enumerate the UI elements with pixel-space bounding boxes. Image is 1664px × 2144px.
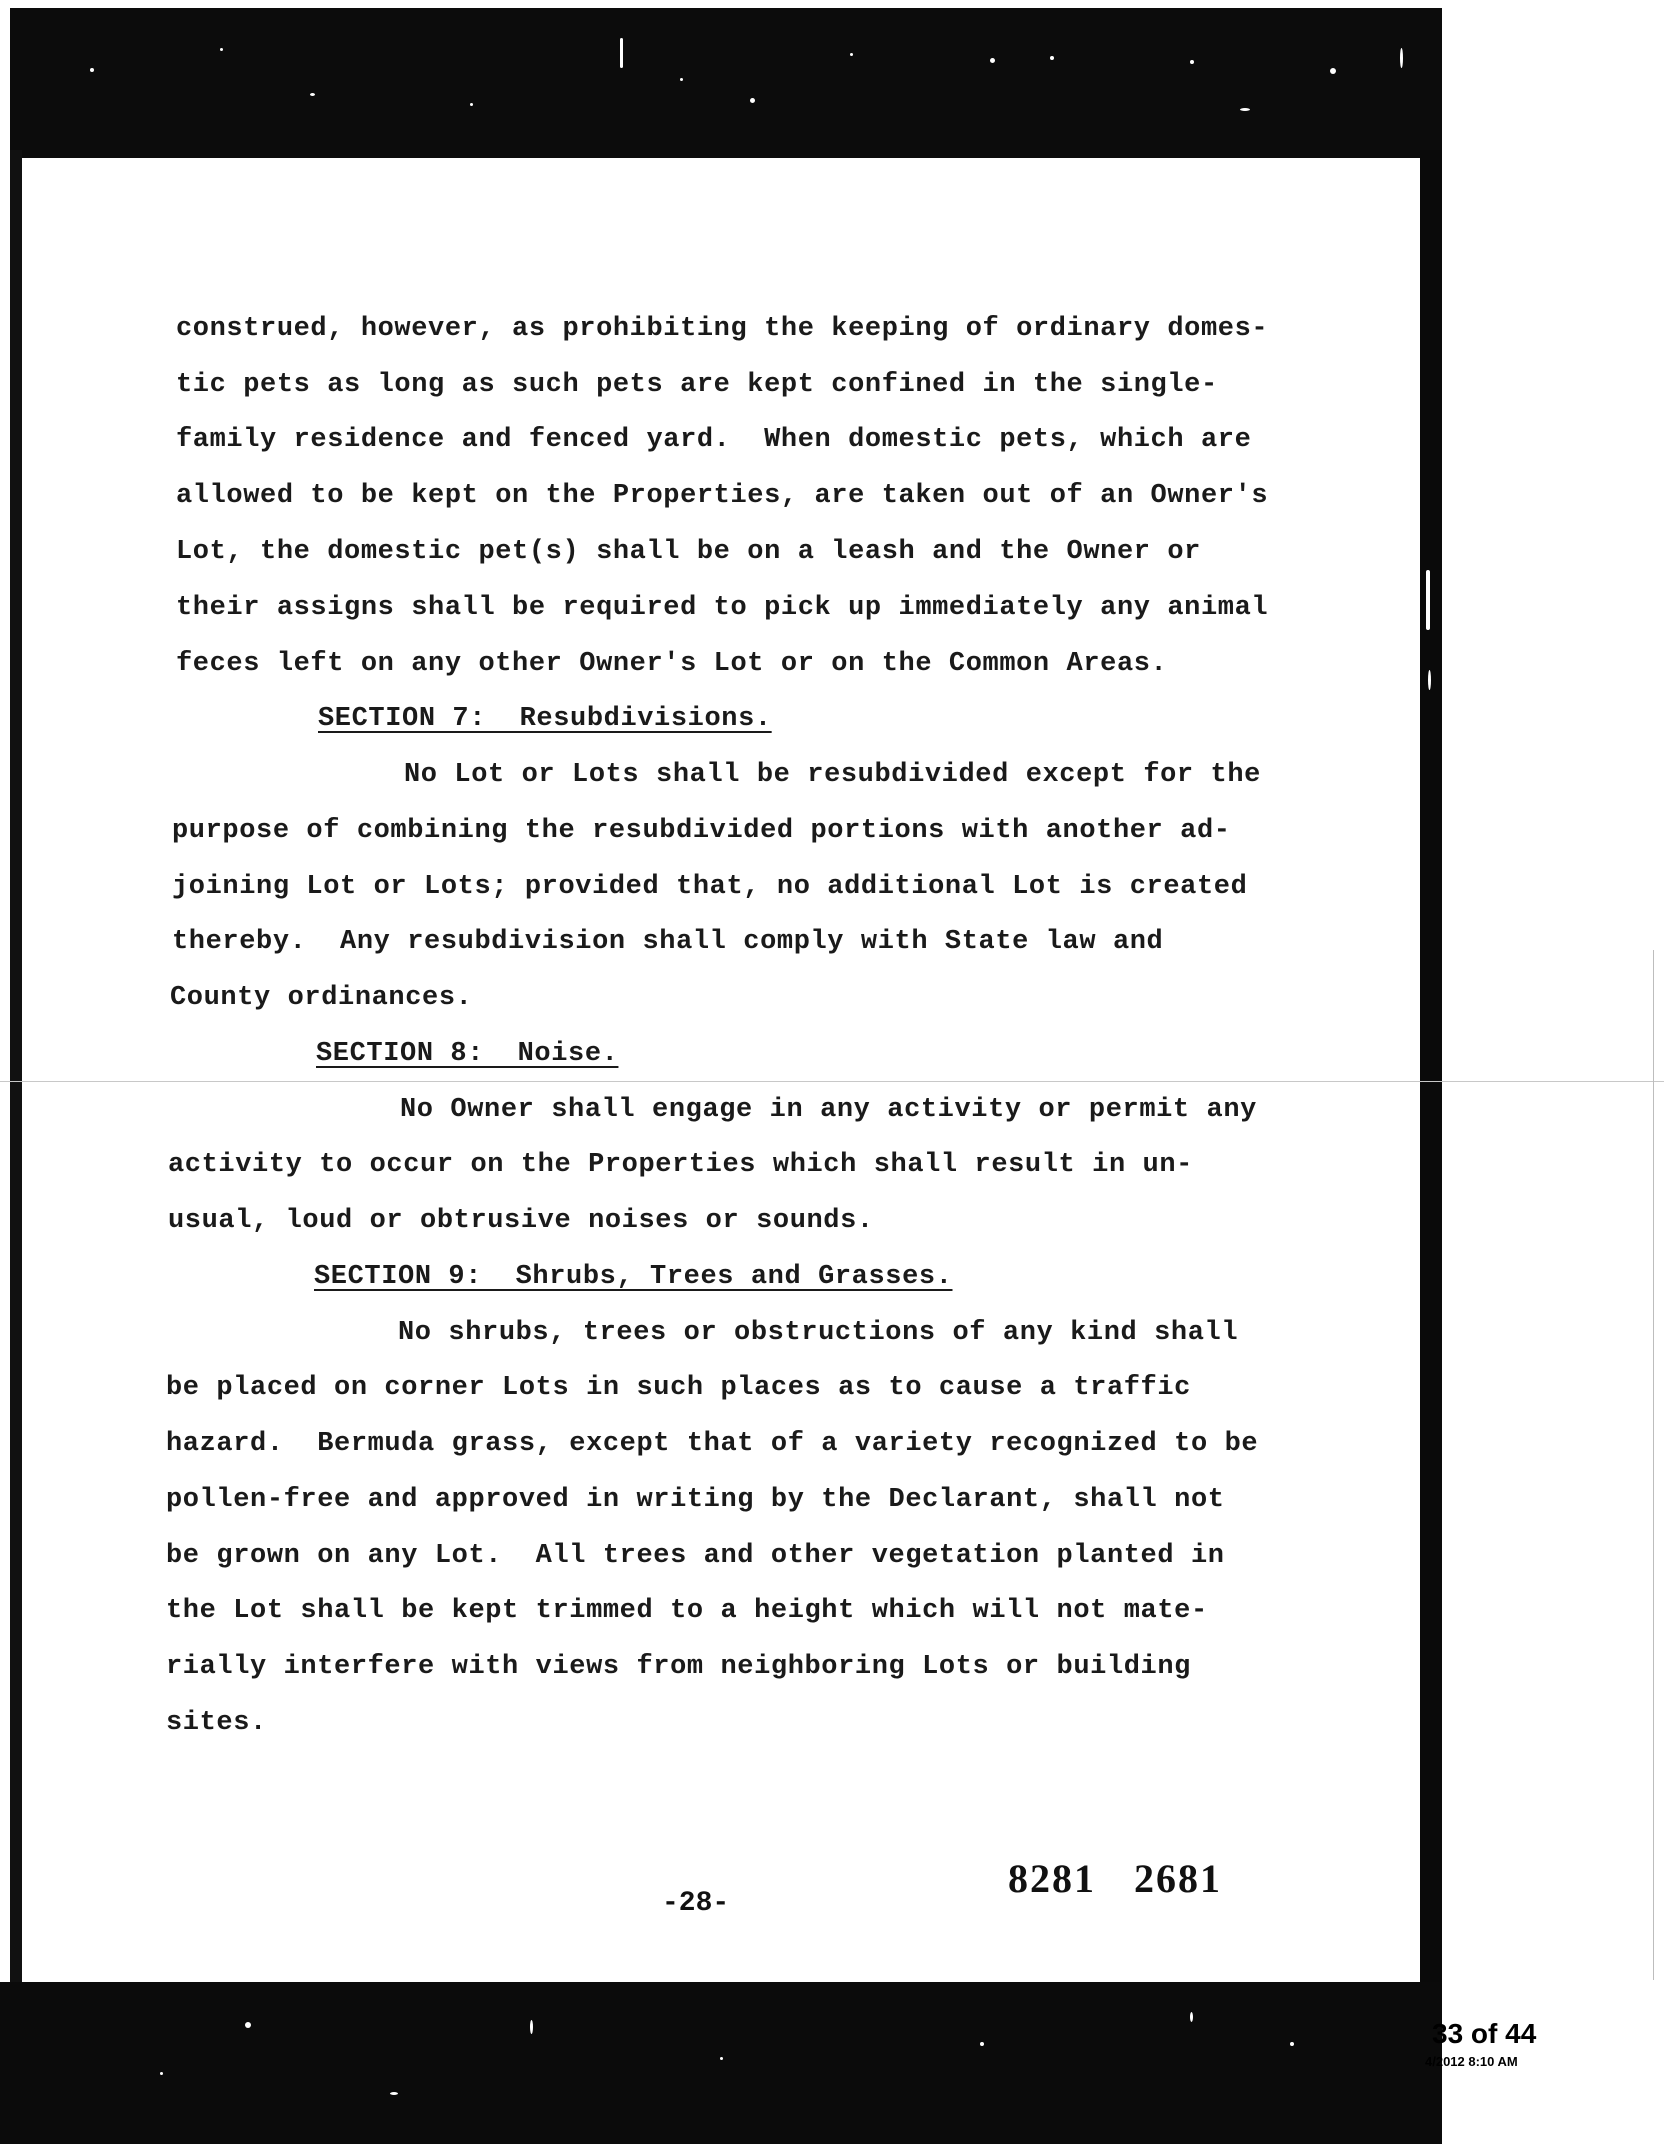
text-line: No Lot or Lots shall be resubdivided except for the (404, 760, 1261, 790)
page-number: -28- (662, 1888, 730, 1919)
text-line: allowed to be kept on the Properties, are taken out of an Owner's (176, 481, 1269, 511)
text-line: usual, loud or obtrusive noises or sounds. (168, 1206, 874, 1236)
text-line: sites. (166, 1708, 267, 1738)
text-line: feces left on any other Owner's Lot or on the Common Areas. (176, 649, 1168, 679)
text-line: be grown on any Lot. All trees and other vegetation planted in (166, 1541, 1225, 1571)
section-8-heading: SECTION 8: Noise. (316, 1039, 619, 1069)
section-9-heading: SECTION 9: Shrubs, Trees and Grasses. (314, 1262, 953, 1292)
text-line: tic pets as long as such pets are kept confined in the single- (176, 370, 1218, 400)
scan-right-border (1420, 150, 1442, 1982)
scan-artifact-line (0, 1081, 1664, 1082)
text-line: County ordinances. (170, 983, 473, 1013)
text-line: rially interfere with views from neighboring Lots or building (166, 1652, 1191, 1682)
page-count: 33 of 44 (1432, 2018, 1537, 2049)
text-line: purpose of combining the resubdivided portions with another ad- (172, 816, 1231, 846)
section-7-heading: SECTION 7: Resubdivisions. (318, 704, 772, 734)
text-line: be placed on corner Lots in such places as to cause a traffic (166, 1373, 1191, 1403)
text-line: pollen-free and approved in writing by the Declarant, shall not (166, 1485, 1225, 1515)
text-line: family residence and fenced yard. When domestic pets, which are (176, 425, 1252, 455)
text-line: construed, however, as prohibiting the keeping of ordinary domes- (176, 314, 1269, 344)
text-line: activity to occur on the Properties which shall result in un- (168, 1150, 1193, 1180)
scan-top-border (10, 8, 1442, 158)
text-line: No Owner shall engage in any activity or permit any (400, 1095, 1257, 1125)
text-line: joining Lot or Lots; provided that, no additional Lot is created (172, 872, 1248, 902)
text-line: the Lot shall be kept trimmed to a height which will not mate- (166, 1596, 1208, 1626)
text-line: Lot, the domestic pet(s) shall be on a leash and the Owner or (176, 537, 1201, 567)
scan-artifact-edge (1653, 950, 1654, 1980)
scan-bottom-border (0, 1982, 1442, 2144)
text-line: No shrubs, trees or obstructions of any kind shall (398, 1318, 1239, 1348)
text-line: their assigns shall be required to pick up immediately any animal (176, 593, 1269, 623)
print-timestamp: 4/2012 8:10 AM (1425, 2054, 1518, 2069)
book-page-stamp: 8281 2681 (1008, 1856, 1222, 1901)
text-line: hazard. Bermuda grass, except that of a variety recognized to be (166, 1429, 1259, 1459)
scan-left-border (10, 150, 22, 1982)
text-line: thereby. Any resubdivision shall comply with State law and (172, 927, 1164, 957)
